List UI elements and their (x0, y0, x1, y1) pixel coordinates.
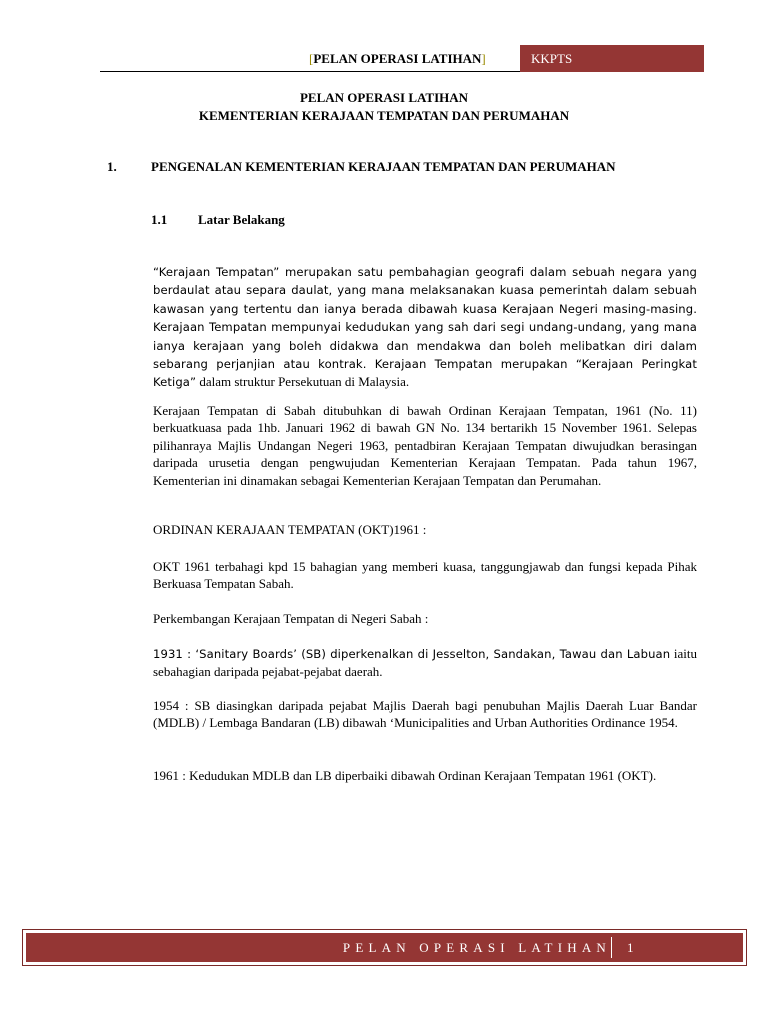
paragraph-1954: 1954 : SB diasingkan daripada pejabat Majlis Daerah bagi penubuhan Majlis Daerah Luar Bandar (MDLB) / Lembaga Bandaran (LB) dibawah ‘Municipalities and Urban Authorities Ordinance 1954. (153, 698, 697, 731)
paragraph-okt-heading: ORDINAN KERAJAAN TEMPATAN (OKT)1961 : (153, 522, 427, 537)
header-title (309, 51, 486, 67)
page-number: 1 (627, 940, 634, 955)
header-rule (100, 71, 520, 72)
section-number: 1. (107, 159, 117, 174)
header-bracket-open: [ (309, 51, 314, 66)
paragraph-1931 (153, 645, 697, 681)
subsection-title: Latar Belakang (198, 212, 285, 227)
header-title-text: PELAN OPERASI LATIHAN (313, 51, 482, 66)
paragraph-okt: OKT 1961 terbahagi kpd 15 bahagian yang memberi kuasa, tanggungjawab dan fungsi kepada Pihak Berkuasa Tempatan Sabah. (153, 559, 697, 592)
paragraph-intro-sans: “Kerajaan Tempatan” merupakan satu pembahagian geografi dalam sebuah negara yang berdaulat atau separa daulat, yang mana melaksanakan kuasa pemerintah dalam sebuah kawasan yang tertentu dan ianya berada dibawah kuasa Kerajaan Negeri masing-masing. Kerajaan Tempatan mempunyai kedudukan yang sah dari segi undang-undang, yang mana ianya kerajaan yang boleh didakwa dan mendakwa dan boleh melibatkan diri dalam sebarang perjanjian atau kontrak. Kerajaan Tempatan merupakan “Kerajaan Peringkat Ketiga” (153, 265, 697, 390)
header-bracket-close: ] (481, 51, 486, 66)
footer-divider (611, 937, 612, 958)
doc-title-line1: PELAN OPERASI LATIHAN (299, 90, 469, 105)
paragraph-1931-sans: 1931 : ‘Sanitary Boards’ (SB) diperkenalkan di Jesselton, Sandakan, Tawau dan Labuan (153, 647, 671, 661)
paragraph-history: Kerajaan Tempatan di Sabah ditubuhkan di bawah Ordinan Kerajaan Tempatan, 1961 (No. 11) berkuatkuasa pada 1hb. Januari 1962 di bawah GN No. 134 bertarikh 15 November 1961. Selepas pilihanraya Majlis Undangan Negeri 1963, pentadbiran Kerajaan Tempatan diwujudkan berasingan daripada urusetia dengan pengwujudan Kementerian Kerajaan Tempatan. Pada tahun 1967, Kementerian ini dinamakan sebagai Kementerian Kerajaan Tempatan dan Perumahan. (153, 403, 697, 488)
paragraph-1931-serif: iaitu sebahagian daripada pejabat-pejabat daerah. (153, 646, 698, 680)
header-badge: KKPTS (520, 45, 704, 72)
subsection-number: 1.1 (151, 212, 168, 227)
footer-title: PELAN OPERASI LATIHAN (342, 940, 611, 955)
doc-title-line2: KEMENTERIAN KERAJAAN TEMPATAN DAN PERUMAHAN (198, 108, 570, 123)
paragraph-1961: 1961 : Kedudukan MDLB dan LB diperbaiki dibawah Ordinan Kerajaan Tempatan 1961 (OKT). (153, 768, 657, 783)
paragraph-intro-serif: dalam struktur Persekutuan di Malaysia. (196, 374, 410, 390)
paragraph-development-heading: Perkembangan Kerajaan Tempatan di Negeri Sabah : (153, 611, 429, 626)
paragraph-intro (153, 263, 697, 392)
section-title: PENGENALAN KEMENTERIAN KERAJAAN TEMPATAN DAN PERUMAHAN (151, 159, 616, 174)
